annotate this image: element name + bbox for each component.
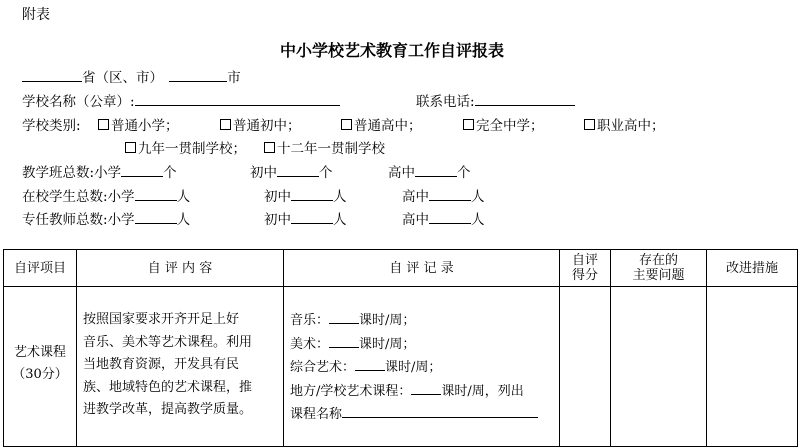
student-primary-field[interactable]: [135, 186, 177, 201]
header-issues: 存在的 主要问题: [611, 250, 707, 287]
checkbox[interactable]: [264, 142, 275, 153]
header-record: 自 评 记 录: [284, 250, 560, 287]
class-senior: 高中 个: [388, 161, 471, 181]
local-hours-field[interactable]: [411, 380, 441, 395]
option-nine-year[interactable]: 九年一贯制学校；: [125, 137, 246, 157]
teacher-senior: 高中 人: [402, 208, 485, 228]
comprehensive-hours-field[interactable]: [355, 356, 385, 371]
self-evaluation-table: [3, 249, 798, 447]
row-item: 艺术课程 （30分）: [4, 287, 77, 447]
checkbox[interactable]: [584, 119, 595, 130]
checkbox[interactable]: [341, 119, 352, 130]
checkbox[interactable]: [220, 119, 231, 130]
teacher-totals-row: 专任教师总数:小学 人: [22, 208, 190, 228]
option-primary[interactable]: 普通小学；: [98, 114, 179, 134]
teacher-junior-field[interactable]: [291, 209, 333, 224]
province-label: 省（区、市）: [82, 70, 163, 86]
teacher-junior: 初中 人: [264, 208, 347, 228]
music-hours-field[interactable]: [329, 309, 359, 324]
art-hours-field[interactable]: [329, 333, 359, 348]
teacher-primary-field[interactable]: [135, 209, 177, 224]
school-type-label: 学校类别:: [22, 118, 81, 134]
row-issues-cell[interactable]: [611, 287, 707, 447]
table-row: [4, 287, 798, 447]
student-junior: 初中 人: [264, 185, 347, 205]
header-score: 自评 得分: [560, 250, 611, 287]
class-senior-field[interactable]: [415, 162, 457, 177]
student-senior: 高中 人: [402, 185, 485, 205]
phone-row: [416, 90, 575, 110]
checkbox[interactable]: [463, 119, 474, 130]
class-junior-field[interactable]: [277, 162, 319, 177]
school-name-row: [22, 90, 340, 110]
annex-label: 附表: [22, 7, 50, 23]
header-item: 自评项目: [4, 250, 77, 287]
checkbox[interactable]: [98, 119, 109, 130]
student-senior-field[interactable]: [429, 186, 471, 201]
student-junior-field[interactable]: [291, 186, 333, 201]
row-content: 按照国家要求开齐开足上好 音乐、美术等艺术课程。利用 当地教育资源，开发具有民 族、地域特色的艺术课程，推 进教学改革，提高教学质量。: [77, 287, 284, 447]
city-label: 市: [227, 70, 241, 86]
row-score-cell[interactable]: [560, 287, 611, 447]
header-content: 自 评 内 容: [77, 250, 284, 287]
checkbox[interactable]: [125, 142, 136, 153]
student-totals-row: 在校学生总数:小学 人: [22, 185, 190, 205]
class-totals-row: 教学班总数:小学 个: [22, 161, 177, 181]
school-name-field[interactable]: [135, 91, 340, 106]
row-record: 音乐： 课时/周； 美术： 课时/周； 综合艺术： 课时/周； 地方/学校艺术课程： 课时/周，列出 课程名称: [284, 287, 560, 447]
header-measures: 改进措施: [707, 250, 798, 287]
school-name-label: 学校名称（公章）:: [22, 94, 135, 110]
phone-label: 联系电话:: [416, 94, 475, 110]
option-complete[interactable]: 完全中学；: [463, 114, 544, 134]
school-type-row: [22, 114, 81, 134]
page-title: 中小学校艺术教育工作自评报表: [280, 41, 505, 60]
province-field[interactable]: [22, 67, 82, 82]
course-name-field[interactable]: [342, 403, 538, 418]
table-header-row: [4, 250, 798, 287]
class-junior: 初中 个: [250, 161, 333, 181]
option-junior[interactable]: 普通初中；: [220, 114, 301, 134]
phone-field[interactable]: [475, 91, 575, 106]
option-senior[interactable]: 普通高中；: [341, 114, 422, 134]
row-measures-cell[interactable]: [707, 287, 798, 447]
location-row: [22, 66, 241, 86]
option-twelve-year[interactable]: 十二年一贯制学校: [264, 137, 385, 157]
class-primary-field[interactable]: [121, 162, 163, 177]
teacher-senior-field[interactable]: [429, 209, 471, 224]
city-field[interactable]: [169, 67, 227, 82]
option-vocational[interactable]: 职业高中；: [584, 114, 665, 134]
